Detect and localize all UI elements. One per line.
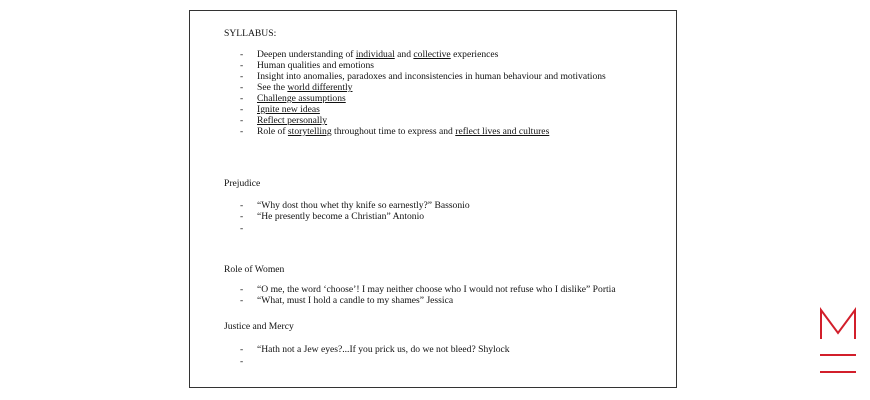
bullet-dash: - [240,223,244,234]
syllabus-item: Role of storytelling throughout time to express and reflect lives and cultures [257,126,550,137]
bullet-dash: - [240,115,244,126]
prejudice-quote: “Why dost thou whet thy knife so earnestly?” Bassonio [257,200,470,211]
bullet-dash: - [240,295,244,306]
syllabus-item: Ignite new ideas [257,104,320,115]
bullet-dash: - [240,104,244,115]
justice-quote: “Hath not a Jew eyes?...If you prick us, do we not bleed? Shylock [257,344,510,355]
women-heading: Role of Women [224,264,285,275]
bullet-dash: - [240,284,244,295]
bullet-dash: - [240,211,244,222]
bullet-dash: - [240,344,244,355]
bullet-dash: - [240,82,244,93]
m-logo-icon [818,307,858,387]
bullet-dash: - [240,93,244,104]
bullet-dash: - [240,126,244,137]
document-page [189,10,677,388]
bullet-dash: - [240,71,244,82]
bullet-dash: - [240,356,244,367]
prejudice-heading: Prejudice [224,178,261,189]
syllabus-item: Human qualities and emotions [257,60,374,71]
bullet-dash: - [240,60,244,71]
syllabus-item: Reflect personally [257,115,328,126]
bullet-dash: - [240,200,244,211]
women-quote: “O me, the word ‘choose’! I may neither choose who I would not refuse who I dislike” Portia [257,284,616,295]
women-quote: “What, must I hold a candle to my shames” Jessica [257,295,454,306]
syllabus-item: Deepen understanding of individual and collective experiences [257,49,499,60]
syllabus-item: See the world differently [257,82,353,93]
syllabus-item: Insight into anomalies, paradoxes and inconsistencies in human behaviour and motivations [257,71,606,82]
justice-heading: Justice and Mercy [224,321,294,332]
prejudice-quote: “He presently become a Christian” Antonio [257,211,425,222]
bullet-dash: - [240,49,244,60]
syllabus-heading: SYLLABUS: [224,28,277,39]
syllabus-item: Challenge assumptions [257,93,346,104]
